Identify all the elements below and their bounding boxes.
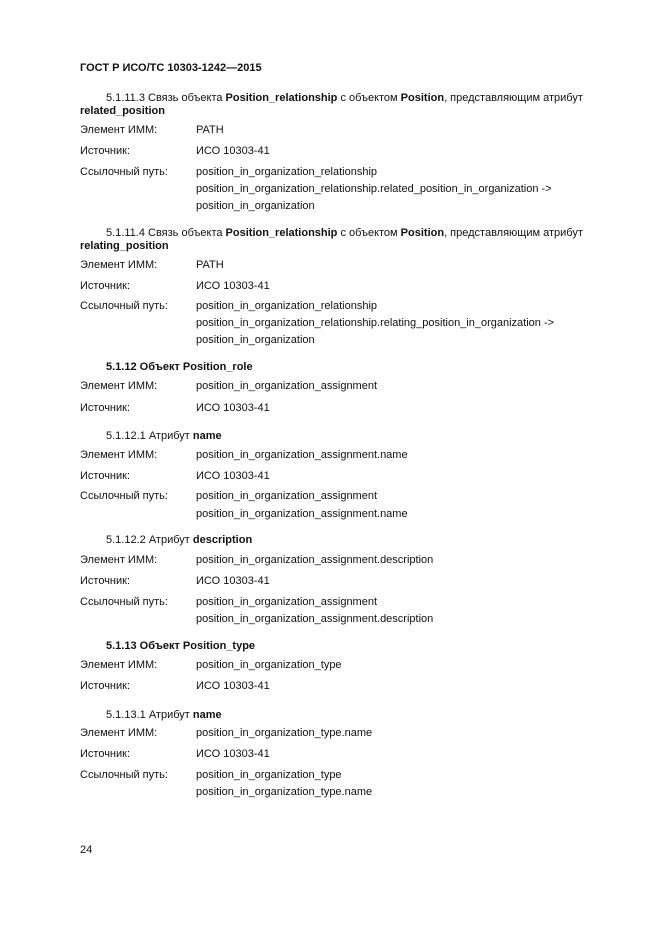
- label-element: Элемент ИММ:: [80, 380, 158, 392]
- value-path: position_in_organization_relationship.relating_position_in_organization ->: [196, 317, 555, 329]
- value-path: position_in_organization_assignment.description: [196, 613, 434, 625]
- section-5-1-11-3-title: 5.1.11.3 Связь объекта Position_relationship с объектом Position, представляющим атрибут related_position: [80, 92, 583, 117]
- section-5-1-13-heading: 5.1.13 Объект Position_type: [106, 640, 256, 652]
- value-source: ИСО 10303-41: [196, 680, 270, 692]
- label-source: Источник:: [80, 145, 131, 157]
- label-element: Элемент ИММ:: [80, 727, 158, 739]
- section-5-1-12-heading: 5.1.12 Объект Position_role: [106, 361, 253, 373]
- value-element: position_in_organization_assignment.name: [196, 449, 408, 461]
- value-source: ИСО 10303-41: [196, 280, 270, 292]
- value-path: position_in_organization_type.name: [196, 786, 373, 798]
- section-5-1-13-1-heading: 5.1.13.1 Атрибут name: [106, 709, 222, 721]
- value-source: ИСО 10303-41: [196, 748, 270, 760]
- label-element: Элемент ИММ:: [80, 449, 158, 461]
- value-element: position_in_organization_type: [196, 659, 342, 671]
- document-header: ГОСТ Р ИСО/ТС 10303-1242—2015: [80, 62, 262, 74]
- value-path: position_in_organization_assignment.name: [196, 508, 408, 520]
- value-element: PATH: [196, 259, 224, 271]
- value-path: position_in_organization_relationship: [196, 300, 378, 312]
- section-5-1-12-1-heading: 5.1.12.1 Атрибут name: [106, 430, 222, 442]
- value-source: ИСО 10303-41: [196, 145, 270, 157]
- value-source: ИСО 10303-41: [196, 402, 270, 414]
- label-element: Элемент ИММ:: [80, 259, 158, 271]
- label-source: Источник:: [80, 280, 131, 292]
- label-path: Ссылочный путь:: [80, 166, 168, 178]
- value-path: position_in_organization_relationship: [196, 166, 378, 178]
- label-element: Элемент ИММ:: [80, 659, 158, 671]
- page-number: 24: [80, 844, 93, 856]
- value-source: ИСО 10303-41: [196, 575, 270, 587]
- label-source: Источник:: [80, 402, 131, 414]
- value-path: position_in_organization: [196, 200, 315, 212]
- value-element: position_in_organization_assignment: [196, 380, 378, 392]
- label-element: Элемент ИММ:: [80, 124, 158, 136]
- value-path: position_in_organization: [196, 334, 315, 346]
- label-source: Источник:: [80, 748, 131, 760]
- value-element: position_in_organization_assignment.description: [196, 554, 434, 566]
- label-source: Источник:: [80, 470, 131, 482]
- value-path: position_in_organization_assignment: [196, 596, 378, 608]
- label-element: Элемент ИММ:: [80, 554, 158, 566]
- label-path: Ссылочный путь:: [80, 769, 168, 781]
- section-5-1-11-4-title: 5.1.11.4 Связь объекта Position_relationship с объектом Position, представляющим атрибут relating_position: [80, 227, 583, 252]
- value-path: position_in_organization_relationship.related_position_in_organization ->: [196, 183, 552, 195]
- value-element: PATH: [196, 124, 224, 136]
- label-path: Ссылочный путь:: [80, 490, 168, 502]
- label-path: Ссылочный путь:: [80, 300, 168, 312]
- label-source: Источник:: [80, 680, 131, 692]
- value-path: position_in_organization_type: [196, 769, 342, 781]
- value-path: position_in_organization_assignment: [196, 490, 378, 502]
- label-path: Ссылочный путь:: [80, 596, 168, 608]
- value-source: ИСО 10303-41: [196, 470, 270, 482]
- label-source: Источник:: [80, 575, 131, 587]
- value-element: position_in_organization_type.name: [196, 727, 373, 739]
- section-5-1-12-2-heading: 5.1.12.2 Атрибут description: [106, 534, 253, 546]
